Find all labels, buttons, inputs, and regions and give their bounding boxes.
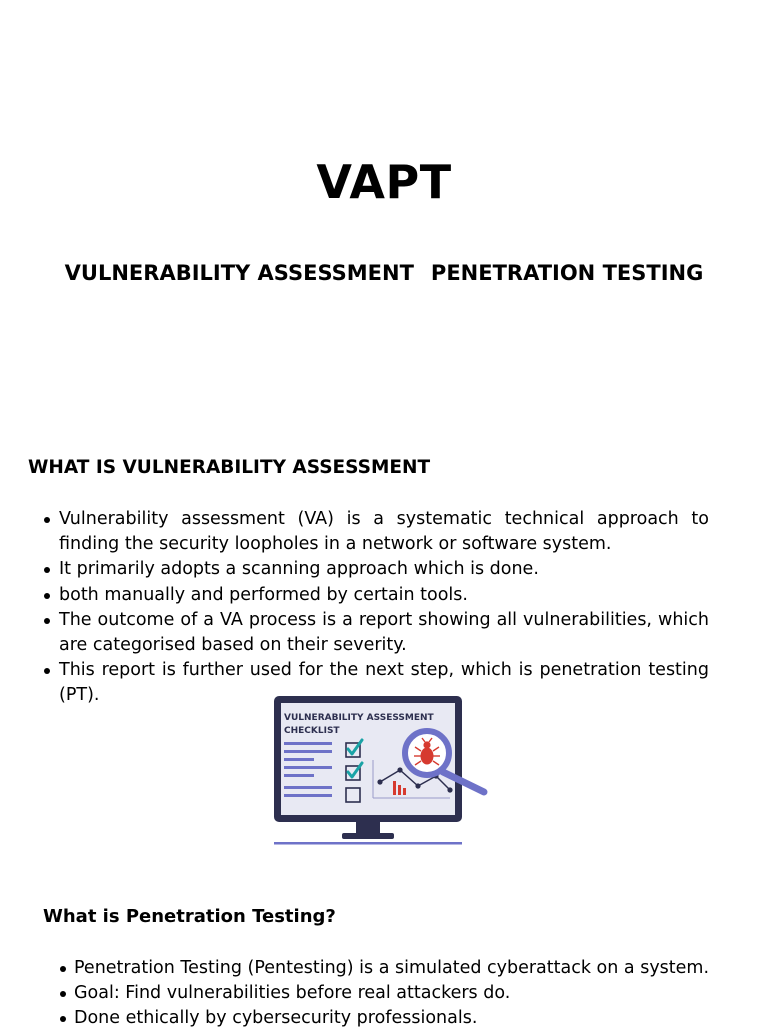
subtitle-va: VULNERABILITY ASSESSMENT — [64, 261, 414, 285]
va-bullet-list — [41, 507, 709, 709]
va-bullet: It primarily adopts a scanning approach which is done. — [41, 557, 709, 582]
document-title: VAPT — [316, 155, 452, 209]
vulnerability-checklist-illustration — [272, 694, 492, 848]
pt-bullet: Goal: Find vulnerabilities before real attackers do. — [57, 981, 737, 1006]
screen-heading-line2: CHECKLIST — [284, 726, 340, 736]
va-bullet: This report is further used for the next step, which is penetration testing (PT). — [41, 658, 709, 708]
va-bullet: The outcome of a VA process is a report showing all vulnerabilities, which are categorised based on their severity. — [41, 608, 709, 658]
va-bullet: both manually and performed by certain tools. — [41, 583, 709, 608]
section-heading-pt: What is Penetration Testing? — [43, 906, 336, 927]
screen-heading-line1: VULNERABILITY ASSESSMENT — [284, 713, 434, 723]
section-heading-va: WHAT IS VULNERABILITY ASSESSMENT — [28, 457, 431, 478]
va-bullet: Vulnerability assessment (VA) is a systematic technical approach to finding the security loopholes in a network or software system. — [41, 507, 709, 557]
pt-bullet: Penetration Testing (Pentesting) is a simulated cyberattack on a system. — [57, 956, 737, 981]
pt-bullet: Done ethically by cybersecurity professionals. — [57, 1006, 737, 1031]
document-subtitle — [0, 258, 768, 288]
subtitle-pt: PENETRATION TESTING — [430, 261, 704, 285]
pt-bullet-list — [57, 956, 737, 1031]
